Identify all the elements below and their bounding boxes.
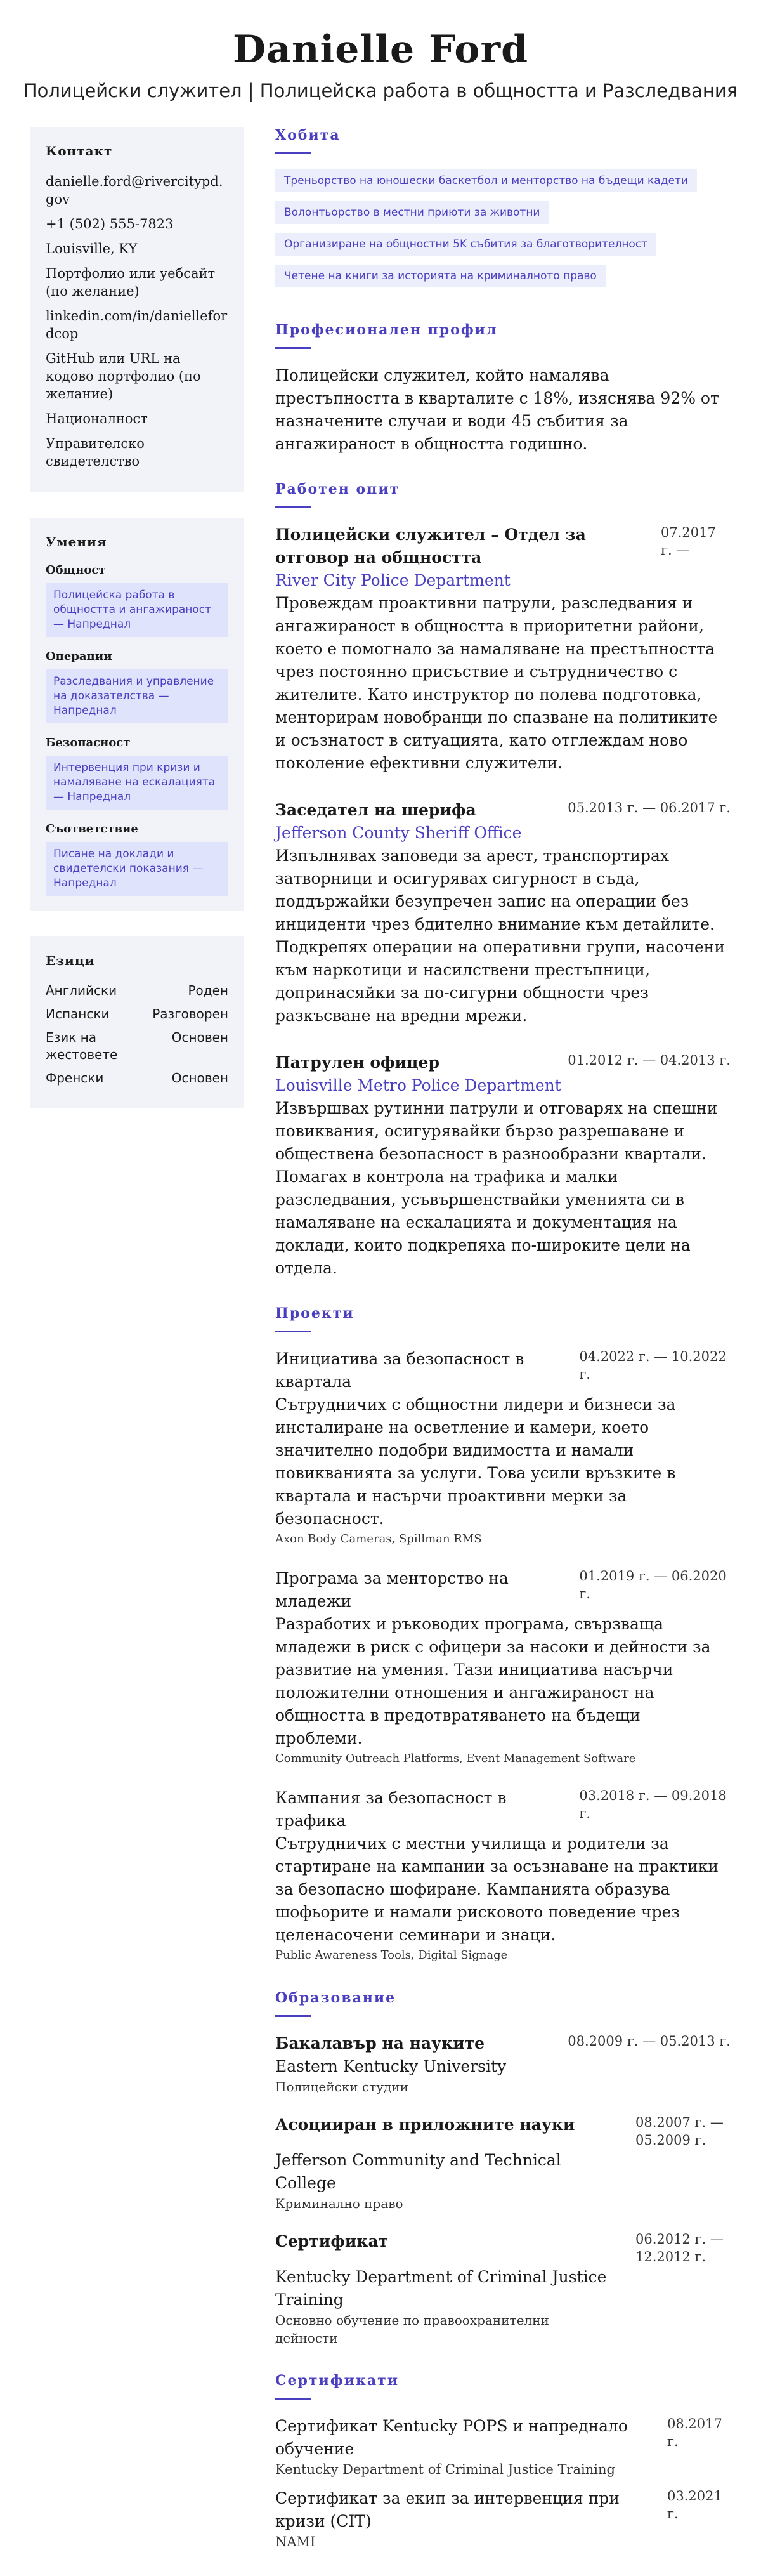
skill-group-name: Съответствие	[46, 822, 138, 836]
contact-card	[30, 127, 244, 492]
language-name: Испански	[46, 1006, 110, 1022]
contact-nationality: Националност	[46, 411, 148, 426]
certificate-entry	[275, 2415, 731, 2478]
education-date: 08.2009 г. — 05.2013 г.	[568, 2034, 731, 2049]
skill-group	[46, 822, 228, 896]
skill-tag: Разследвания и управление на доказателства — Напреднал	[46, 669, 228, 723]
hobbies-heading: Хобита	[275, 127, 341, 143]
education-entry	[275, 2113, 731, 2212]
project-date: 04.2022 г. — 10.2022 г.	[579, 1349, 727, 1382]
projects-section	[275, 1305, 731, 1964]
skill-group	[46, 563, 228, 637]
contact-location: Louisville, KY	[46, 241, 138, 256]
languages-card	[30, 936, 244, 1108]
experience-heading: Работен опит	[275, 481, 400, 497]
certificates-section	[275, 2372, 731, 2551]
sidebar	[30, 127, 244, 1134]
language-row	[46, 982, 228, 999]
project-tools: Community Outreach Platforms, Event Management Software	[275, 1752, 636, 1765]
main-column	[275, 127, 731, 2576]
skill-tag: Интервенция при кризи и намаляване на ескалацията — Напреднал	[46, 756, 228, 810]
certificate-issuer: NAMI	[275, 2534, 316, 2549]
project-entry	[275, 1787, 731, 1964]
education-date: 06.2012 г. — 12.2012 г.	[635, 2231, 724, 2264]
contact-license: Управителско свидетелство	[46, 436, 145, 469]
skills-card	[30, 518, 244, 911]
skill-group-name: Общност	[46, 563, 106, 577]
hobby-tag: Треньорство на юношески баскетбол и менторство на бъдещи кадети	[275, 169, 697, 192]
hobby-tag: Организиране на общностни 5K събития за благотворителност	[275, 233, 656, 256]
section-divider	[275, 347, 311, 349]
education-date: 08.2007 г. — 05.2009 г.	[635, 2115, 724, 2148]
experience-entry	[275, 1051, 731, 1280]
school-name: Jefferson Community and Technical College	[275, 2151, 561, 2192]
job-organization: Louisville Metro Police Department	[275, 1076, 561, 1094]
language-row	[46, 1070, 228, 1087]
certificate-entry	[275, 2487, 731, 2551]
projects-heading: Проекти	[275, 1305, 354, 1322]
hobby-tag: Волонтьорство в местни приюти за животни	[275, 201, 549, 224]
profile-section	[275, 322, 731, 456]
resume-header	[0, 0, 761, 102]
language-row	[46, 1029, 228, 1063]
language-level: Разговорен	[152, 1006, 228, 1022]
school-name: Kentucky Department of Criminal Justice Training	[275, 2268, 607, 2309]
contact-heading: Контакт	[46, 143, 113, 159]
language-row	[46, 1006, 228, 1023]
project-description: Разработих и ръководих програма, свързваща младежи в риск с офицери за насоки и дейности за развитие на умения. Тази инициатива насърчи положителни отношения и ангажираност на общността в предотвратяването на бъдещи проблеми.	[275, 1615, 711, 1747]
certificate-issuer: Kentucky Department of Criminal Justice Training	[275, 2462, 615, 2477]
project-description: Сътрудничих с местни училища и родители за стартиране на кампании за осъзнаване на практики за безопасно шофиране. Кампанията образува шофьорите и намали рисковото поведение чрез целенасочени семинари и знаци.	[275, 1834, 719, 1944]
certificate-title: Сертификат Kentucky POPS и напреднало обучение	[275, 2417, 628, 2458]
languages-heading: Езици	[46, 953, 95, 968]
job-description: Провеждам проактивни патрули, разследвания и ангажираност в общността в приоритетни райони, което е помогнало за намаляване на престъпността чрез постоянно присъствие и сътрудничество с жителите. Като инструктор по полева подготовка, менторирам новобранци по спазване на политиките и осъзнатост в ситуацията, като отглеждам ново поколение ефективни служители.	[275, 594, 718, 772]
language-level: Основен	[171, 1070, 228, 1086]
hobbies-section	[275, 127, 731, 296]
project-tools: Public Awareness Tools, Digital Signage	[275, 1948, 508, 1962]
project-date: 03.2018 г. — 09.2018 г.	[579, 1788, 727, 1821]
job-description: Изпълнявах заповеди за арест, транспортирах затворници и осигурявах сигурност в съда, поддържайки безупречен запис на операции без инциденти чрез бдително внимание към детайлите. Подкрепях операции на оперативни групи, насочени към наркотици и насилствени престъпници, допринасяйки за по-сигурни общности чрез разкъсване на вредни мрежи.	[275, 846, 725, 1025]
job-organization: River City Police Department	[275, 571, 511, 589]
section-divider	[275, 506, 311, 508]
skills-heading: Умения	[46, 534, 107, 549]
education-entry	[275, 2032, 731, 2096]
education-heading: Образование	[275, 1990, 396, 2006]
section-divider	[275, 1331, 311, 1332]
certificate-title: Сертификат за екип за интервенция при кризи (CIT)	[275, 2489, 620, 2530]
job-description: Извършвах рутинни патрули и отговарях на спешни повиквания, осигурявайки бързо разрешаване и обществена безопасност в разнообразни квартали. Помагах в контрола на трафика и малки разследвания, усъвършенствайки уменията си в намаляване на ескалацията и документация на доклади, които подкрепяха по-широките цели на отдела.	[275, 1099, 718, 1277]
job-title: Полицейски служител – Отдел за отговор на общността	[275, 525, 586, 567]
language-level: Роден	[188, 983, 228, 998]
project-description: Сътрудничих с общностни лидери и бизнеси за инсталиране на осветление и камери, което значително подобри видимостта и намали повикванията за услуги. Това усили връзките в квартала и насърчи проактивни мерки за безопасност.	[275, 1395, 676, 1528]
project-title: Кампания за безопасност в трафика	[275, 1789, 507, 1830]
field-of-study: Полицейски студии	[275, 2079, 408, 2094]
skill-group	[46, 650, 228, 723]
certificate-date: 08.2017 г.	[667, 2416, 722, 2449]
contact-portfolio: Портфолио или уебсайт (по желание)	[46, 266, 216, 299]
language-name: Английски	[46, 983, 117, 998]
job-date: 05.2013 г. — 06.2017 г.	[568, 800, 731, 815]
certificates-heading: Сертификати	[275, 2372, 400, 2389]
education-section	[275, 1990, 731, 2347]
contact-email[interactable]: danielle.ford@rivercitypd.gov	[46, 174, 223, 207]
section-divider	[275, 2398, 311, 2400]
experience-entry	[275, 799, 731, 1027]
hobby-tag: Четене на книги за историята на криминалното право	[275, 265, 606, 287]
project-entry	[275, 1348, 731, 1548]
field-of-study: Основно обучение по правоохранителни дейности	[275, 2313, 549, 2346]
job-organization: Jefferson County Sheriff Office	[275, 824, 522, 842]
skill-group	[46, 736, 228, 810]
degree-title: Бакалавър на науките	[275, 2034, 485, 2053]
project-entry	[275, 1567, 731, 1768]
skill-group-name: Операции	[46, 650, 112, 663]
section-divider	[275, 2015, 311, 2017]
section-divider	[275, 152, 311, 154]
language-level: Основен	[171, 1030, 228, 1045]
skill-group-name: Безопасност	[46, 736, 131, 749]
degree-title: Асоцииран в приложните науки	[275, 2115, 575, 2134]
project-tools: Axon Body Cameras, Spillman RMS	[275, 1532, 482, 1546]
job-title: Патрулен офицер	[275, 1053, 439, 1072]
candidate-name: Danielle Ford	[232, 27, 529, 72]
education-entry	[275, 2230, 731, 2347]
job-date: 01.2012 г. — 04.2013 г.	[568, 1053, 731, 1068]
contact-phone: +1 (502) 555-7823	[46, 216, 174, 232]
candidate-subtitle: Полицейски служител | Полицейска работа в общността и Разследвания	[23, 80, 738, 102]
certificate-date: 03.2021 г.	[667, 2488, 722, 2521]
project-title: Инициатива за безопасност в квартала	[275, 1350, 524, 1391]
degree-title: Сертификат	[275, 2232, 389, 2251]
experience-section	[275, 481, 731, 1280]
language-name: Език на жестовете	[46, 1030, 118, 1062]
job-title: Заседател на шерифа	[275, 801, 476, 819]
school-name: Eastern Kentucky University	[275, 2057, 507, 2075]
language-name: Френски	[46, 1070, 104, 1086]
profile-text: Полицейски служител, който намалява престъпността в кварталите с 18%, изяснява 92% от назначените случаи и води 45 събития за ангажираност в общността годишно.	[275, 366, 719, 453]
project-title: Програма за менторство на младежи	[275, 1569, 509, 1610]
contact-linkedin[interactable]: linkedin.com/in/daniellefordcop	[46, 308, 228, 341]
experience-entry	[275, 523, 731, 775]
field-of-study: Криминално право	[275, 2196, 403, 2211]
skill-tag: Полицейска работа в общността и ангажираност — Напреднал	[46, 583, 228, 637]
project-date: 01.2019 г. — 06.2020 г.	[579, 1568, 727, 1601]
skill-tag: Писане на доклади и свидетелски показания — Напреднал	[46, 842, 228, 896]
contact-github: GitHub или URL на кодово портфолио (по желание)	[46, 351, 201, 402]
profile-heading: Професионален профил	[275, 322, 498, 338]
job-date: 07.2017 г. —	[661, 525, 716, 558]
